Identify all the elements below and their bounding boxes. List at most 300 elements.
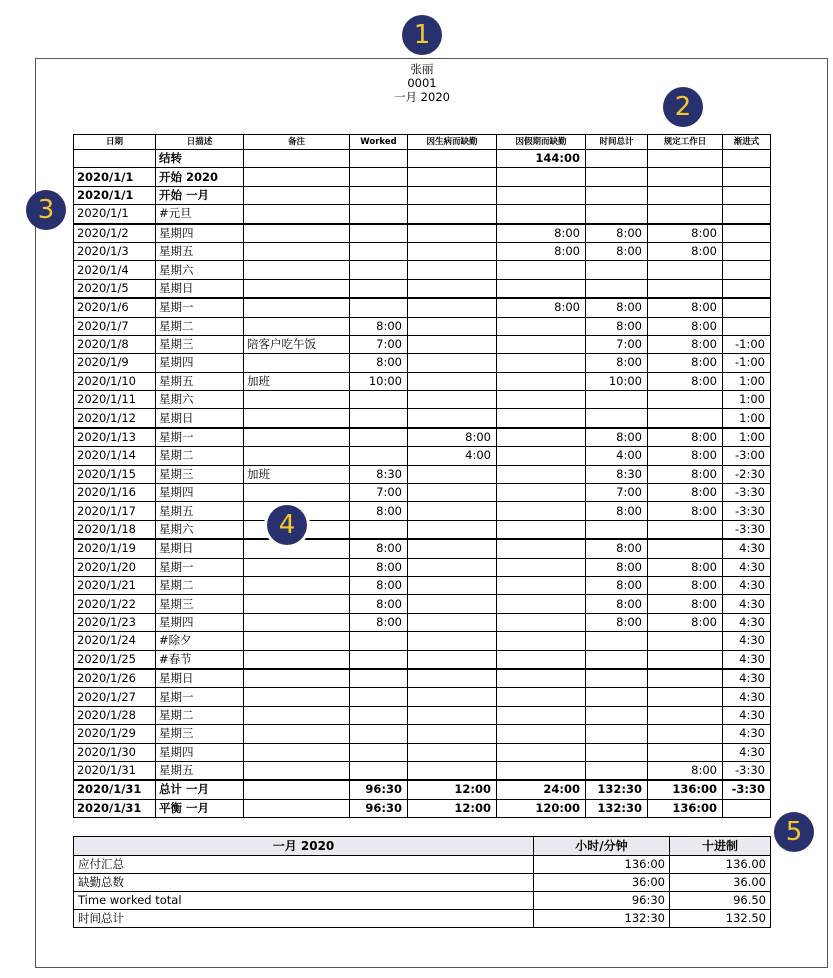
table-cell: 2020/1/7 [74, 317, 156, 335]
table-cell: -1:00 [723, 354, 771, 372]
table-cell [350, 761, 408, 780]
table-cell [244, 242, 350, 260]
table-cell [586, 688, 648, 706]
table-row [74, 799, 771, 817]
table-cell [648, 669, 723, 688]
table-cell: 2020/1/15 [74, 465, 156, 483]
table-cell: 2020/1/3 [74, 242, 156, 260]
table-cell: 8:00 [350, 539, 408, 558]
table-cell: 星期三 [156, 595, 244, 613]
table-cell: 96:30 [350, 780, 408, 799]
table-cell: 8:00 [350, 613, 408, 631]
table-cell: 星期六 [156, 520, 244, 539]
table-cell [244, 799, 350, 817]
table-cell [244, 613, 350, 631]
table-cell: 2020/1/23 [74, 613, 156, 631]
table-cell [244, 688, 350, 706]
table-cell [648, 150, 723, 168]
table-cell [408, 558, 497, 576]
table-row [74, 761, 771, 780]
callout-badge-2: 2 [663, 87, 703, 127]
table-cell [723, 799, 771, 817]
table-cell: 星期五 [156, 372, 244, 390]
table-row [74, 335, 771, 353]
table-cell [586, 150, 648, 168]
table-cell [497, 335, 586, 353]
table-cell: 总计 一月 [156, 780, 244, 799]
table-cell: 8:00 [350, 595, 408, 613]
table-cell [586, 650, 648, 669]
table-cell: 8:00 [350, 502, 408, 520]
table-cell: 星期日 [156, 539, 244, 558]
table-cell [648, 650, 723, 669]
table-cell [408, 613, 497, 631]
table-cell: 星期日 [156, 279, 244, 298]
table-cell [408, 205, 497, 224]
table-cell [648, 168, 723, 186]
table-row [74, 168, 771, 186]
table-cell: 4:30 [723, 706, 771, 724]
table-cell: 8:00 [586, 502, 648, 520]
table-cell [497, 520, 586, 539]
table-cell: -1:00 [723, 335, 771, 353]
table-row [74, 409, 771, 428]
table-row [74, 595, 771, 613]
table-cell [408, 354, 497, 372]
table-cell [648, 409, 723, 428]
table-cell [648, 520, 723, 539]
table-cell [586, 186, 648, 204]
table-cell: 8:00 [350, 576, 408, 594]
table-cell [350, 743, 408, 761]
table-cell: 星期五 [156, 761, 244, 780]
table-cell [408, 317, 497, 335]
table-row [74, 279, 771, 298]
table-cell [497, 761, 586, 780]
table-cell [648, 632, 723, 650]
table-cell [497, 576, 586, 594]
table-cell: 开始 2020 [156, 168, 244, 186]
table-cell [244, 595, 350, 613]
table-cell: 星期四 [156, 354, 244, 372]
table-cell [497, 168, 586, 186]
table-cell: 4:00 [586, 447, 648, 465]
table-cell: 10:00 [586, 372, 648, 390]
table-cell: 星期一 [156, 428, 244, 447]
table-cell [586, 669, 648, 688]
table-row [74, 725, 771, 743]
summary-row [74, 910, 771, 928]
table-cell [408, 576, 497, 594]
table-cell [408, 242, 497, 260]
table-cell: 2020/1/30 [74, 743, 156, 761]
table-cell [408, 688, 497, 706]
table-cell: 144:00 [497, 150, 586, 168]
table-cell [497, 484, 586, 502]
table-cell: 1:00 [723, 391, 771, 409]
table-cell: 2020/1/18 [74, 520, 156, 539]
table-cell: 2020/1/13 [74, 428, 156, 447]
table-cell [497, 558, 586, 576]
table-cell [497, 725, 586, 743]
table-cell: 星期二 [156, 317, 244, 335]
summary-column-header: 一月 2020 [74, 837, 534, 856]
table-cell: 2020/1/17 [74, 502, 156, 520]
table-cell [497, 502, 586, 520]
table-cell: -3:30 [723, 502, 771, 520]
table-cell [723, 224, 771, 243]
table-cell: 8:00 [586, 428, 648, 447]
table-cell: 星期四 [156, 613, 244, 631]
table-cell [350, 669, 408, 688]
table-cell [244, 576, 350, 594]
table-cell: 4:00 [408, 447, 497, 465]
table-cell: 8:00 [586, 224, 648, 243]
column-header: 日描述 [156, 135, 244, 150]
table-cell: 1:00 [723, 372, 771, 390]
table-cell: 2020/1/5 [74, 279, 156, 298]
table-cell: 星期六 [156, 391, 244, 409]
table-cell: 8:00 [586, 613, 648, 631]
summary-cell: 136:00 [534, 856, 670, 874]
column-header: 渐进式 [723, 135, 771, 150]
table-cell: 8:00 [648, 428, 723, 447]
table-cell: 8:00 [586, 298, 648, 317]
table-cell: 8:00 [408, 428, 497, 447]
table-cell [723, 279, 771, 298]
table-cell: 8:00 [586, 595, 648, 613]
table-cell: 2020/1/31 [74, 799, 156, 817]
table-cell: 2020/1/1 [74, 168, 156, 186]
table-cell [244, 558, 350, 576]
table-cell: 8:00 [497, 224, 586, 243]
summary-cell: Time worked total [74, 892, 534, 910]
table-cell: 132:30 [586, 780, 648, 799]
table-cell: 2020/1/24 [74, 632, 156, 650]
table-cell [350, 298, 408, 317]
summary-cell: 96:30 [534, 892, 670, 910]
table-cell: 8:30 [586, 465, 648, 483]
table-row [74, 372, 771, 390]
table-cell [497, 279, 586, 298]
table-cell [350, 409, 408, 428]
table-cell: 8:00 [648, 354, 723, 372]
summary-column-header: 十进制 [670, 837, 771, 856]
table-cell [723, 186, 771, 204]
table-cell: 2020/1/20 [74, 558, 156, 576]
table-cell: 2020/1/31 [74, 780, 156, 799]
table-cell: 7:00 [350, 335, 408, 353]
table-cell [408, 761, 497, 780]
table-cell [408, 391, 497, 409]
table-cell: 星期一 [156, 298, 244, 317]
summary-cell: 应付汇总 [74, 856, 534, 874]
table-cell [648, 279, 723, 298]
table-cell: 8:00 [648, 595, 723, 613]
table-cell [586, 168, 648, 186]
table-cell: 4:30 [723, 632, 771, 650]
table-cell [244, 224, 350, 243]
summary-cell: 96.50 [670, 892, 771, 910]
table-cell [408, 743, 497, 761]
table-cell [408, 298, 497, 317]
table-cell [408, 168, 497, 186]
table-cell [586, 761, 648, 780]
column-header: Worked [350, 135, 408, 150]
table-cell [723, 298, 771, 317]
table-cell [497, 205, 586, 224]
table-cell [350, 428, 408, 447]
table-cell [648, 706, 723, 724]
table-row [74, 688, 771, 706]
table-cell: 8:00 [648, 576, 723, 594]
table-cell [586, 743, 648, 761]
table-cell: 7:00 [586, 335, 648, 353]
table-cell [586, 725, 648, 743]
table-cell: 8:00 [648, 484, 723, 502]
table-cell [350, 261, 408, 279]
table-row [74, 354, 771, 372]
table-row [74, 186, 771, 204]
table-cell: 星期四 [156, 484, 244, 502]
table-cell: 7:00 [586, 484, 648, 502]
table-row [74, 391, 771, 409]
table-cell [408, 632, 497, 650]
table-cell [648, 688, 723, 706]
callout-badge-5: 5 [774, 812, 814, 852]
table-cell: 8:00 [350, 317, 408, 335]
table-cell: 8:00 [586, 317, 648, 335]
table-cell: 陪客户吃午饭 [244, 335, 350, 353]
table-cell: 136:00 [648, 799, 723, 817]
table-cell: 120:00 [497, 799, 586, 817]
table-cell [244, 447, 350, 465]
table-cell: 10:00 [350, 372, 408, 390]
summary-cell: 136.00 [670, 856, 771, 874]
table-cell [497, 632, 586, 650]
table-cell: 8:00 [648, 317, 723, 335]
table-cell: 4:30 [723, 688, 771, 706]
table-cell: 4:30 [723, 725, 771, 743]
table-cell [244, 409, 350, 428]
column-header: 备注 [244, 135, 350, 150]
table-cell [244, 391, 350, 409]
table-cell: 1:00 [723, 409, 771, 428]
table-cell [244, 725, 350, 743]
table-cell: 8:00 [350, 558, 408, 576]
table-cell [408, 372, 497, 390]
table-cell [350, 725, 408, 743]
table-cell: -3:30 [723, 484, 771, 502]
table-cell [350, 520, 408, 539]
table-row [74, 706, 771, 724]
table-cell: 2020/1/25 [74, 650, 156, 669]
summary-row [74, 856, 771, 874]
table-cell: 2020/1/29 [74, 725, 156, 743]
table-row [74, 502, 771, 520]
column-header: 因生病而缺勤 [408, 135, 497, 150]
table-cell: 星期四 [156, 743, 244, 761]
table-cell: 2020/1/21 [74, 576, 156, 594]
table-cell [497, 372, 586, 390]
table-cell [497, 391, 586, 409]
table-cell: 96:30 [350, 799, 408, 817]
table-cell: 8:00 [586, 354, 648, 372]
table-cell: -3:00 [723, 447, 771, 465]
table-cell [586, 409, 648, 428]
table-cell: 星期三 [156, 725, 244, 743]
table-cell [244, 205, 350, 224]
table-cell [350, 186, 408, 204]
table-cell: 2020/1/28 [74, 706, 156, 724]
table-cell: -3:30 [723, 780, 771, 799]
table-cell: 2020/1/4 [74, 261, 156, 279]
table-cell: 8:00 [648, 465, 723, 483]
table-cell: 星期五 [156, 242, 244, 260]
table-cell: 2020/1/31 [74, 761, 156, 780]
table-cell [408, 335, 497, 353]
table-cell: 8:00 [648, 224, 723, 243]
table-cell [350, 150, 408, 168]
table-cell [723, 261, 771, 279]
table-cell [586, 391, 648, 409]
summary-cell: 132.50 [670, 910, 771, 928]
table-cell: 4:30 [723, 743, 771, 761]
table-cell [497, 261, 586, 279]
table-row [74, 743, 771, 761]
table-cell [244, 484, 350, 502]
table-cell: 8:00 [648, 335, 723, 353]
summary-cell: 132:30 [534, 910, 670, 928]
summary-column-header: 小时/分钟 [534, 837, 670, 856]
table-cell [586, 261, 648, 279]
table-cell [244, 632, 350, 650]
table-cell: 2020/1/1 [74, 186, 156, 204]
summary-header-row [74, 837, 771, 856]
table-cell: 7:00 [350, 484, 408, 502]
table-cell [350, 706, 408, 724]
table-cell [408, 150, 497, 168]
table-cell: #春节 [156, 650, 244, 669]
table-cell [723, 317, 771, 335]
table-cell: 星期日 [156, 409, 244, 428]
table-cell: 星期日 [156, 669, 244, 688]
table-cell [497, 688, 586, 706]
table-cell: -2:30 [723, 465, 771, 483]
table-cell: 8:00 [648, 761, 723, 780]
table-cell [723, 242, 771, 260]
table-cell: 8:00 [350, 354, 408, 372]
table-cell: 1:00 [723, 428, 771, 447]
table-cell [723, 150, 771, 168]
table-row [74, 205, 771, 224]
table-cell [244, 298, 350, 317]
summary-cell: 36.00 [670, 874, 771, 892]
table-cell [648, 186, 723, 204]
table-cell: 4:30 [723, 576, 771, 594]
table-row [74, 520, 771, 539]
table-cell [723, 168, 771, 186]
table-cell: 8:00 [586, 558, 648, 576]
table-cell [497, 669, 586, 688]
table-cell [648, 725, 723, 743]
table-cell [497, 465, 586, 483]
table-cell [648, 261, 723, 279]
column-header: 日期 [74, 135, 156, 150]
table-row [74, 539, 771, 558]
table-cell: 136:00 [648, 780, 723, 799]
table-cell [408, 650, 497, 669]
period-label: 一月 2020 [394, 90, 450, 104]
table-cell [408, 279, 497, 298]
summary-row [74, 874, 771, 892]
table-cell: 8:00 [648, 613, 723, 631]
table-cell: 132:30 [586, 799, 648, 817]
table-cell: 星期五 [156, 502, 244, 520]
callout-badge-3: 3 [26, 190, 66, 230]
table-cell: -3:30 [723, 761, 771, 780]
table-row [74, 428, 771, 447]
column-header: 时间总计 [586, 135, 648, 150]
table-cell [497, 706, 586, 724]
table-cell: 12:00 [408, 780, 497, 799]
table-cell [497, 613, 586, 631]
table-cell [244, 780, 350, 799]
table-cell [408, 465, 497, 483]
summary-cell: 时间总计 [74, 910, 534, 928]
table-cell: 4:30 [723, 558, 771, 576]
table-cell: 星期二 [156, 706, 244, 724]
table-row [74, 224, 771, 243]
table-cell [586, 205, 648, 224]
table-cell [350, 205, 408, 224]
table-cell [350, 650, 408, 669]
table-cell: 24:00 [497, 780, 586, 799]
table-cell [244, 650, 350, 669]
table-cell: 2020/1/14 [74, 447, 156, 465]
table-cell [586, 706, 648, 724]
table-row [74, 632, 771, 650]
employee-id: 0001 [407, 76, 437, 90]
summary-row [74, 892, 771, 910]
table-cell [408, 484, 497, 502]
table-cell [350, 279, 408, 298]
table-cell [408, 539, 497, 558]
table-cell: 星期二 [156, 447, 244, 465]
table-cell: 开始 一月 [156, 186, 244, 204]
table-header-row [74, 135, 771, 150]
table-cell [497, 317, 586, 335]
column-header: 因假期而缺勤 [497, 135, 586, 150]
table-cell: 8:00 [497, 242, 586, 260]
table-cell [586, 279, 648, 298]
table-row [74, 558, 771, 576]
table-cell [648, 743, 723, 761]
table-cell: 2020/1/9 [74, 354, 156, 372]
table-cell: 加班 [244, 372, 350, 390]
table-cell [244, 150, 350, 168]
table-row [74, 447, 771, 465]
table-cell [648, 205, 723, 224]
table-cell: 2020/1/12 [74, 409, 156, 428]
table-cell [497, 186, 586, 204]
table-cell [350, 391, 408, 409]
table-cell [408, 224, 497, 243]
table-cell [244, 669, 350, 688]
table-cell: 12:00 [408, 799, 497, 817]
table-cell [497, 447, 586, 465]
table-cell: 2020/1/1 [74, 205, 156, 224]
